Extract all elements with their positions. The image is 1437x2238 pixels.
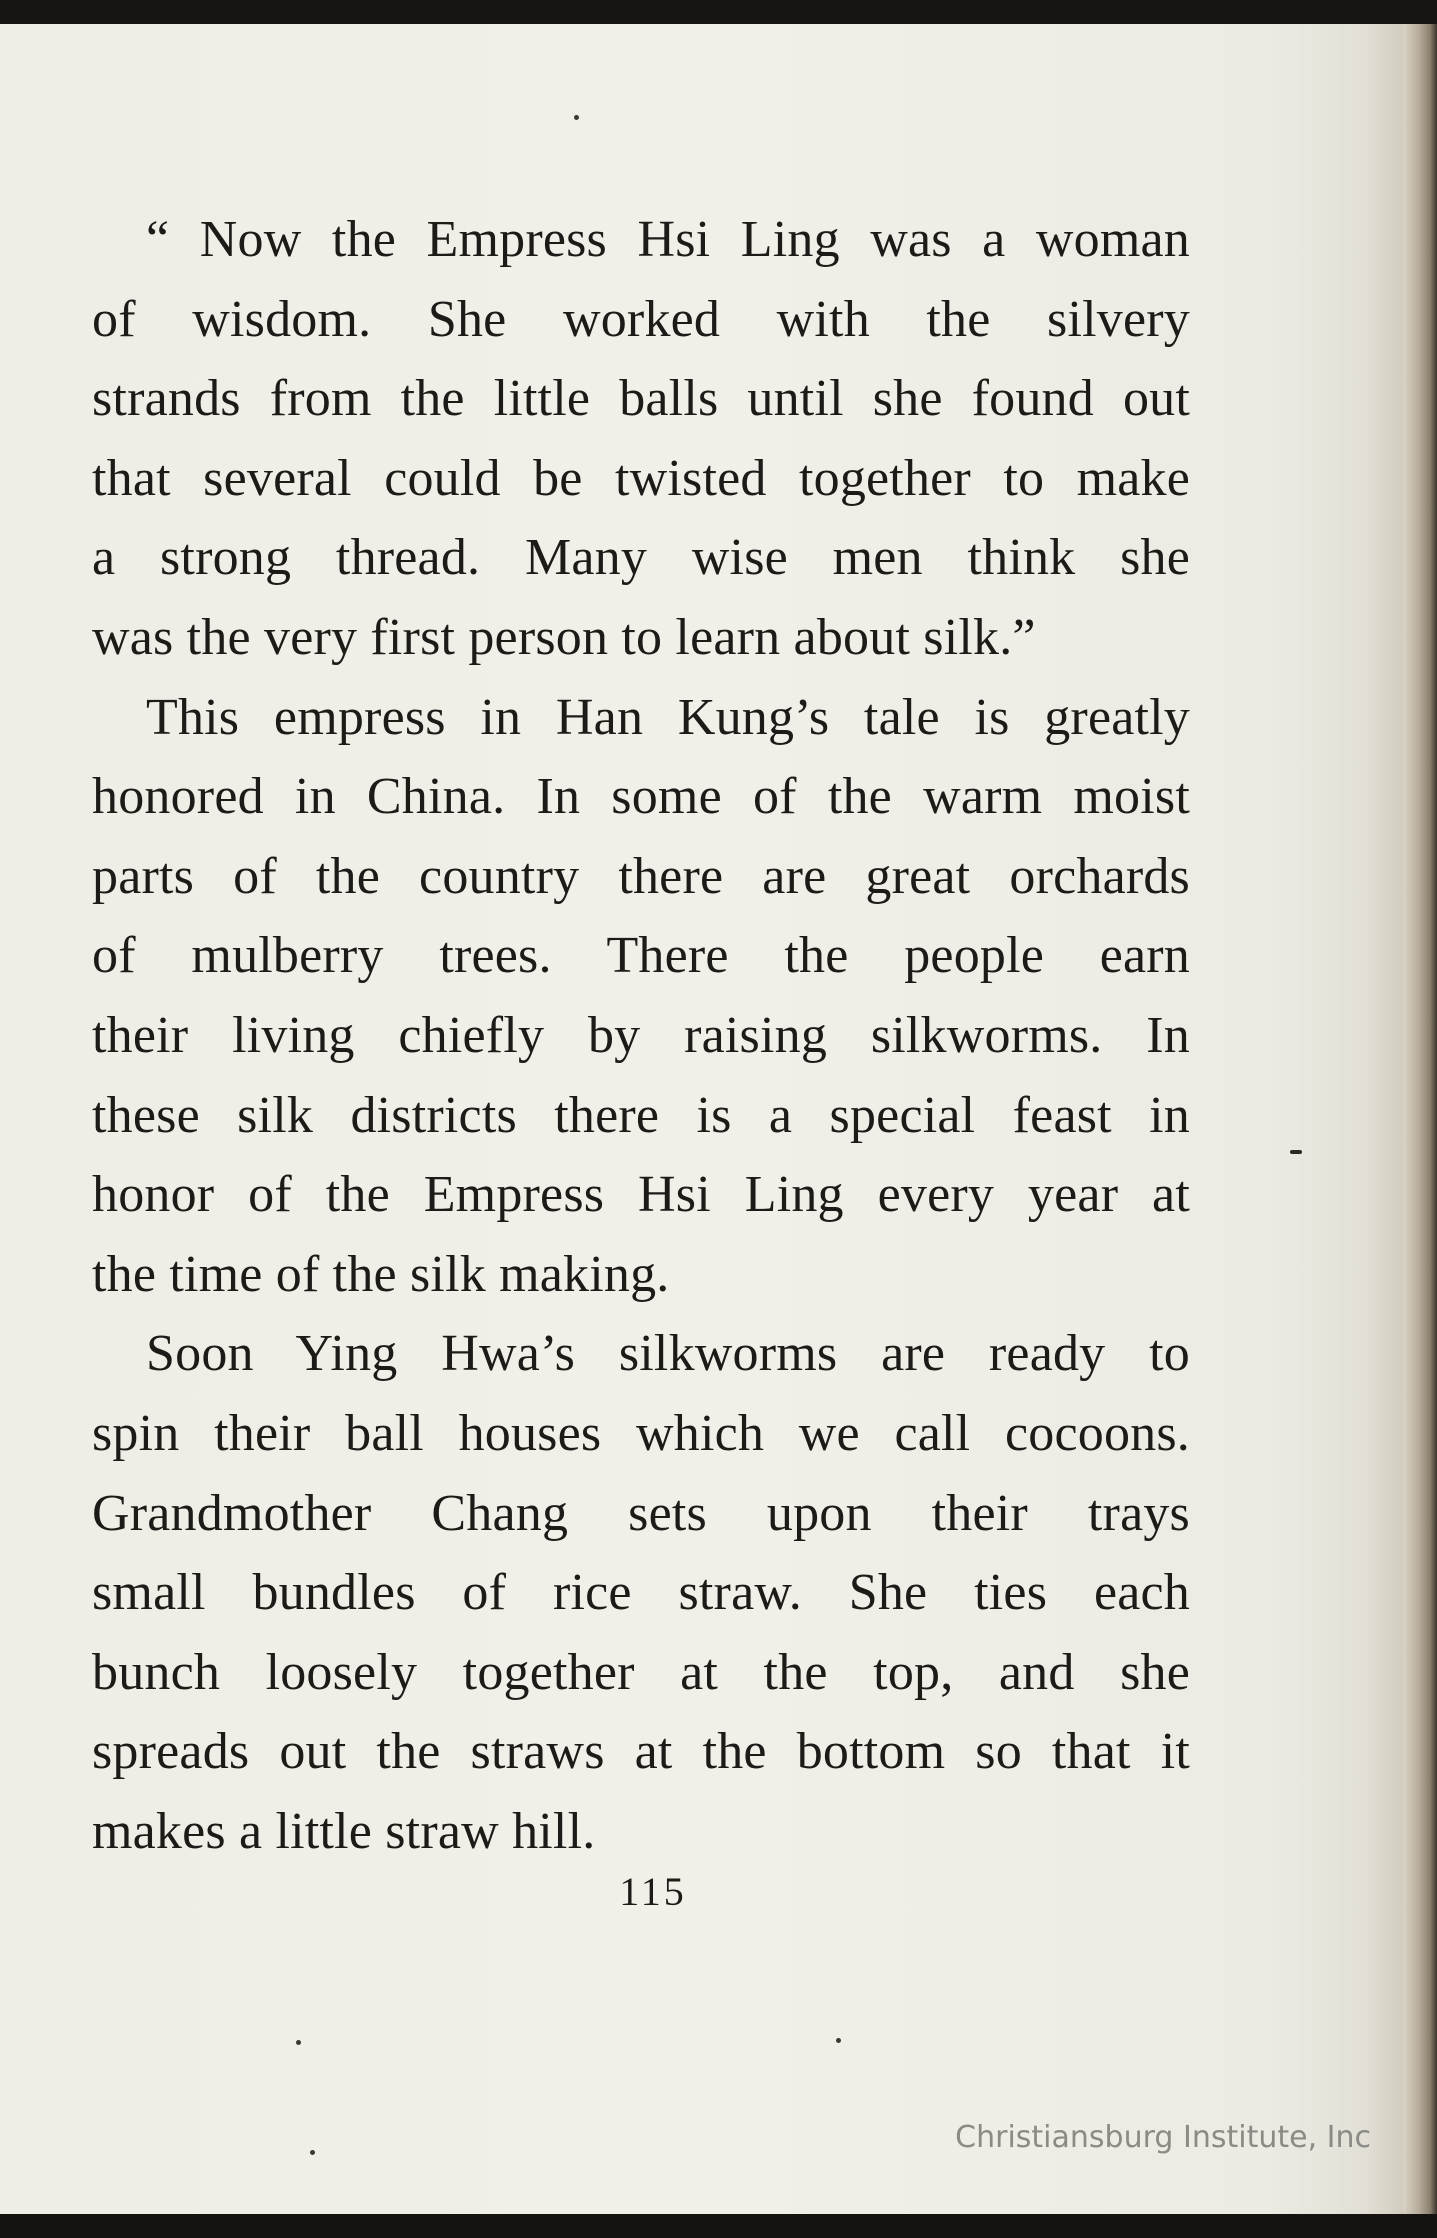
text-line: a strong thread. Many wise men think she xyxy=(92,529,1190,587)
paper-mark xyxy=(1290,1150,1302,1154)
text-line: strands from the little balls until she found out xyxy=(92,370,1190,428)
text-line: spin their ball houses which we call cocoons. xyxy=(92,1404,1190,1462)
bottom-book-edge xyxy=(0,2214,1437,2238)
text-line: that several could be twisted together to make xyxy=(92,449,1190,507)
top-book-edge xyxy=(0,0,1437,24)
text-line: of mulberry trees. There the people earn xyxy=(92,927,1190,985)
text-line: This empress in Han Kung’s tale is greatly xyxy=(146,688,1190,746)
page-number: 115 xyxy=(619,1869,687,1914)
text-line: makes a little straw hill. xyxy=(92,1802,596,1860)
text-line: parts of the country there are great orchards xyxy=(92,847,1190,905)
text-line: honored in China. In some of the warm moist xyxy=(92,768,1190,826)
paper-speck xyxy=(296,2040,301,2045)
paragraph xyxy=(92,200,1190,678)
paper-speck xyxy=(574,115,579,120)
text-line: spreads out the straws at the bottom so that it xyxy=(92,1723,1190,1781)
page-edge-shadow xyxy=(1403,24,1437,2214)
text-line: Soon Ying Hwa’s silkworms are ready to xyxy=(146,1325,1190,1383)
text-line: honor of the Empress Hsi Ling every year at xyxy=(92,1166,1190,1224)
text-line: of wisdom. She worked with the silvery xyxy=(92,290,1190,348)
text-line: their living chiefly by raising silkworms. In xyxy=(92,1006,1190,1064)
body-text xyxy=(92,200,1190,1871)
text-line: “ Now the Empress Hsi Ling was a woman xyxy=(146,211,1190,268)
paragraph xyxy=(92,678,1190,1315)
paper-speck xyxy=(836,2038,841,2043)
text-line: bunch loosely together at the top, and she xyxy=(92,1643,1190,1701)
watermark: Christiansburg Institute, Inc xyxy=(955,2120,1371,2155)
paper-speck xyxy=(310,2150,315,2155)
text-line: the time of the silk making. xyxy=(92,1245,670,1303)
paragraph xyxy=(92,1314,1190,1871)
text-line: Grandmother Chang sets upon their trays xyxy=(92,1484,1190,1542)
text-line: these silk districts there is a special feast in xyxy=(92,1086,1190,1144)
text-line: small bundles of rice straw. She ties each xyxy=(92,1564,1190,1622)
text-line: was the very first person to learn about silk.” xyxy=(92,608,1036,666)
